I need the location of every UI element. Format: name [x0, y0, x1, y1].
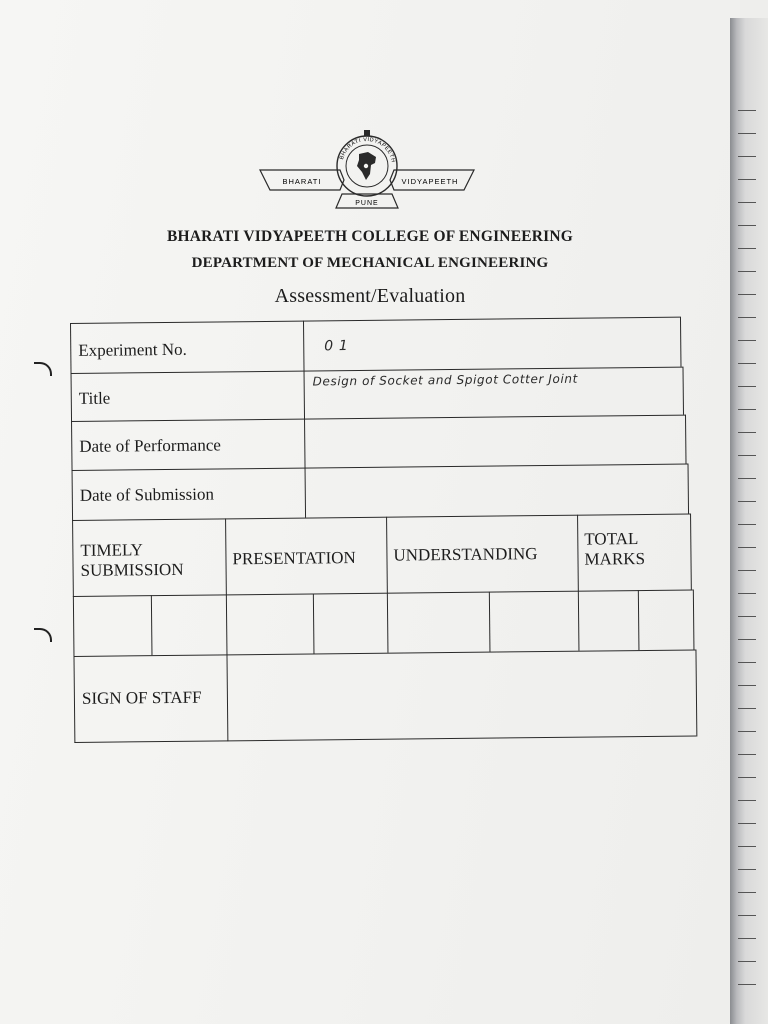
binder-tick	[738, 639, 756, 640]
total-marks-line2: MARKS	[584, 548, 646, 569]
binder-tick	[738, 363, 756, 364]
binder-tick	[738, 455, 756, 456]
binder-tick	[738, 777, 756, 778]
binder-tick	[738, 202, 756, 203]
timely-submission-line2: SUBMISSION	[80, 559, 184, 580]
binder-tick	[738, 432, 756, 433]
logo-left-text: BHARATI	[282, 177, 322, 186]
binder-tick	[738, 731, 756, 732]
binder-tick	[738, 869, 756, 870]
binder-tick	[738, 524, 756, 525]
binder-tick	[738, 478, 756, 479]
binder-tick	[738, 225, 756, 226]
logo-bottom-text: PUNE	[355, 200, 379, 207]
binder-tick	[738, 409, 756, 410]
college-logo	[258, 130, 476, 212]
binder-tick	[738, 662, 756, 663]
binder-tick	[738, 570, 756, 571]
presentation-header: PRESENTATION	[232, 548, 356, 569]
experiment-number-value[interactable]: 0 1	[324, 338, 349, 355]
college-name: BHARATI VIDYAPEETH COLLEGE OF ENGINEERING	[166, 228, 574, 245]
binder-tick	[738, 708, 756, 709]
logo-right-text: VIDYAPEETH	[401, 177, 459, 186]
binder-tick	[738, 110, 756, 111]
assessment-form	[70, 316, 696, 742]
experiment-number-label: Experiment No.	[78, 339, 187, 360]
binder-tick	[738, 754, 756, 755]
binder-tick	[738, 915, 756, 916]
page-edge-shadow	[730, 18, 768, 1024]
binder-tick	[738, 501, 756, 502]
logo-ring-text: BHARATI VIDYAPEETH	[338, 136, 396, 164]
title-value[interactable]: Design of Socket and Spigot Cotter Joint	[312, 371, 578, 389]
binder-tick	[738, 984, 756, 985]
binder-tick	[738, 938, 756, 939]
binder-tick	[738, 616, 756, 617]
binder-tick	[738, 547, 756, 548]
binder-tick	[738, 317, 756, 318]
sign-of-staff-label: SIGN OF STAFF	[81, 687, 202, 708]
binder-tick	[738, 294, 756, 295]
date-of-performance-label: Date of Performance	[79, 435, 221, 456]
understanding-header: UNDERSTANDING	[393, 544, 538, 565]
binder-tick	[738, 156, 756, 157]
title-label: Title	[78, 388, 111, 408]
binder-tick	[738, 340, 756, 341]
binder-tick	[738, 685, 756, 686]
date-of-submission-label: Date of Submission	[79, 484, 215, 505]
department-name: DEPARTMENT OF MECHANICAL ENGINEERING	[191, 255, 549, 271]
binder-tick	[738, 133, 756, 134]
form-title: Assessment/Evaluation	[274, 285, 466, 307]
total-marks-line1: TOTAL	[584, 529, 639, 549]
binder-tick	[738, 892, 756, 893]
binder-tick	[738, 800, 756, 801]
binder-tick	[738, 823, 756, 824]
binder-tick	[738, 961, 756, 962]
binder-tick	[738, 248, 756, 249]
binder-tick	[738, 179, 756, 180]
binder-tick	[738, 846, 756, 847]
binder-tick	[738, 386, 756, 387]
timely-submission-line1: TIMELY	[80, 540, 143, 560]
binder-tick	[738, 593, 756, 594]
binder-tick	[738, 271, 756, 272]
